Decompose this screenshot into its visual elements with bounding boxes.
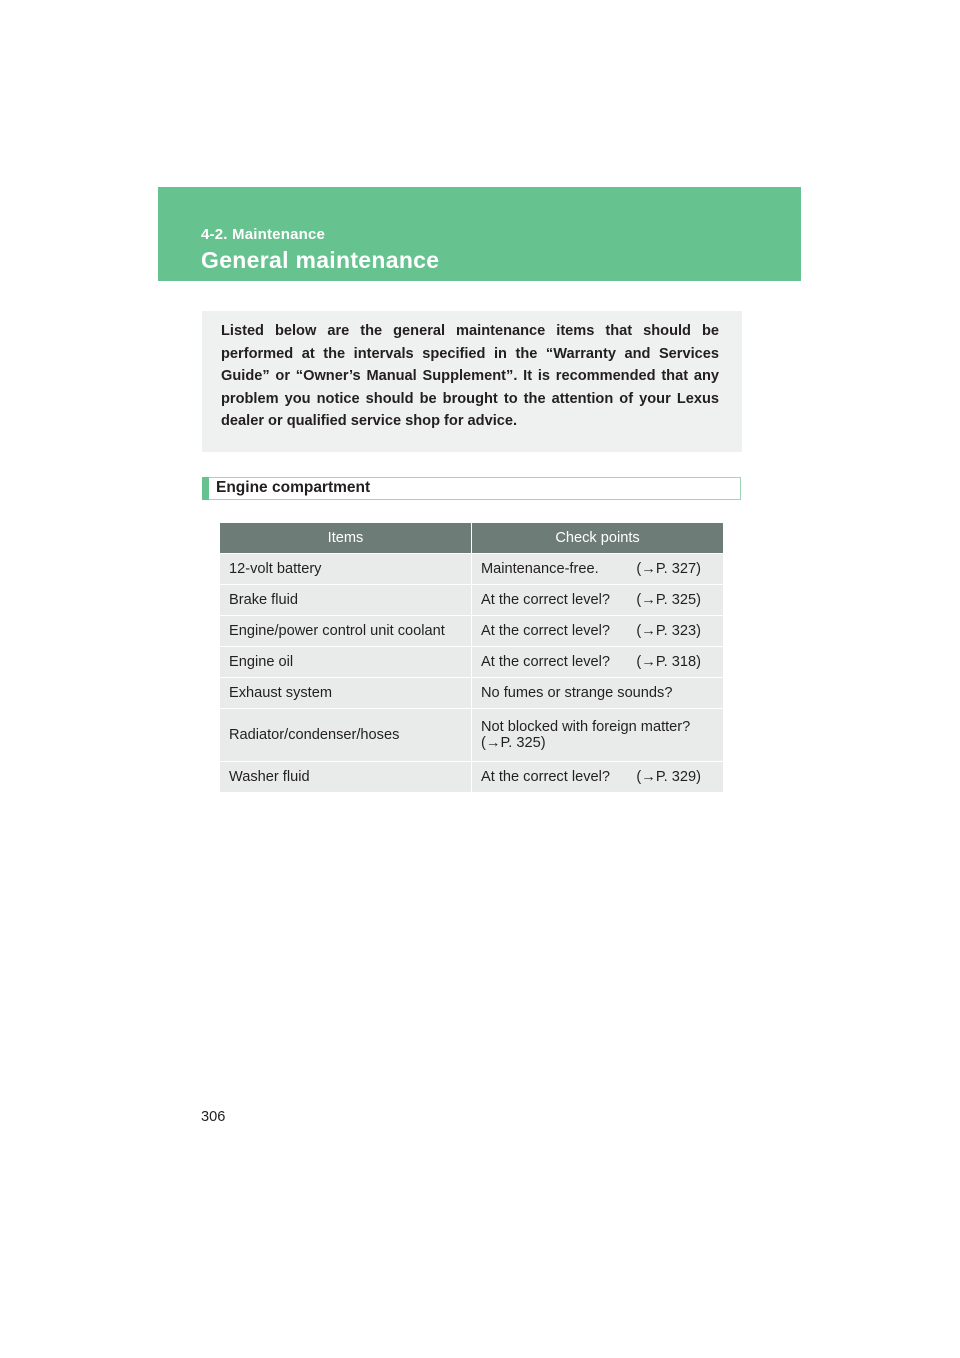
- intro-text: Listed below are the general maintenance items that should be performed at the intervals specified in the “Warranty and Services Guide” or “Owner’s Manual Supplement”. It is recommended that any problem you notice should be brought to the attention of your Lexus dealer or qualified service shop for advice.: [221, 323, 719, 430]
- header-band: [158, 187, 801, 281]
- page-reference: (→P. 329): [636, 769, 701, 785]
- table-row: [220, 709, 723, 762]
- subheading-engine-compartment: [202, 477, 741, 500]
- table-row: [220, 678, 723, 709]
- check-text: At the correct level?: [481, 592, 610, 608]
- subheading-text: Engine compartment: [216, 479, 371, 496]
- check-cell: [472, 616, 724, 647]
- check-cell: [472, 678, 724, 709]
- check-text: Not blocked with foreign matter?: [481, 719, 691, 735]
- page-reference: (→P. 325): [481, 735, 546, 751]
- intro-box: [202, 311, 742, 452]
- page-title: General maintenance: [201, 247, 440, 273]
- table-row: [220, 585, 723, 616]
- subheading-bar: [202, 477, 209, 500]
- check-cell: [472, 762, 724, 793]
- table-row: [220, 616, 723, 647]
- column-header-check-points: Check points: [472, 523, 724, 554]
- page-reference: (→P. 327): [636, 561, 701, 577]
- item-cell: 12-volt battery: [220, 554, 472, 585]
- check-text: At the correct level?: [481, 654, 610, 670]
- check-text: At the correct level?: [481, 623, 610, 639]
- maintenance-table: [220, 523, 723, 792]
- check-text: Maintenance-free.: [481, 561, 599, 577]
- check-cell: [472, 585, 724, 616]
- item-cell: Washer fluid: [220, 762, 472, 793]
- table-header-row: [220, 523, 723, 554]
- page-reference: (→P. 325): [636, 592, 701, 608]
- table-row: [220, 762, 723, 793]
- page-reference: (→P. 323): [636, 623, 701, 639]
- check-text: No fumes or strange sounds?: [481, 685, 673, 701]
- page-reference: (→P. 318): [636, 654, 701, 670]
- item-cell: Engine oil: [220, 647, 472, 678]
- check-cell: [472, 709, 724, 762]
- item-cell: Engine/power control unit coolant: [220, 616, 472, 647]
- check-cell: [472, 647, 724, 678]
- page-number: 306: [201, 1109, 226, 1125]
- table-row: [220, 554, 723, 585]
- check-cell: [472, 554, 724, 585]
- item-cell: Brake fluid: [220, 585, 472, 616]
- section-label: 4-2. Maintenance: [201, 226, 326, 243]
- column-header-items: Items: [220, 523, 472, 554]
- item-cell: Exhaust system: [220, 678, 472, 709]
- table-row: [220, 647, 723, 678]
- check-text: At the correct level?: [481, 769, 610, 785]
- item-cell: Radiator/condenser/hoses: [220, 709, 472, 762]
